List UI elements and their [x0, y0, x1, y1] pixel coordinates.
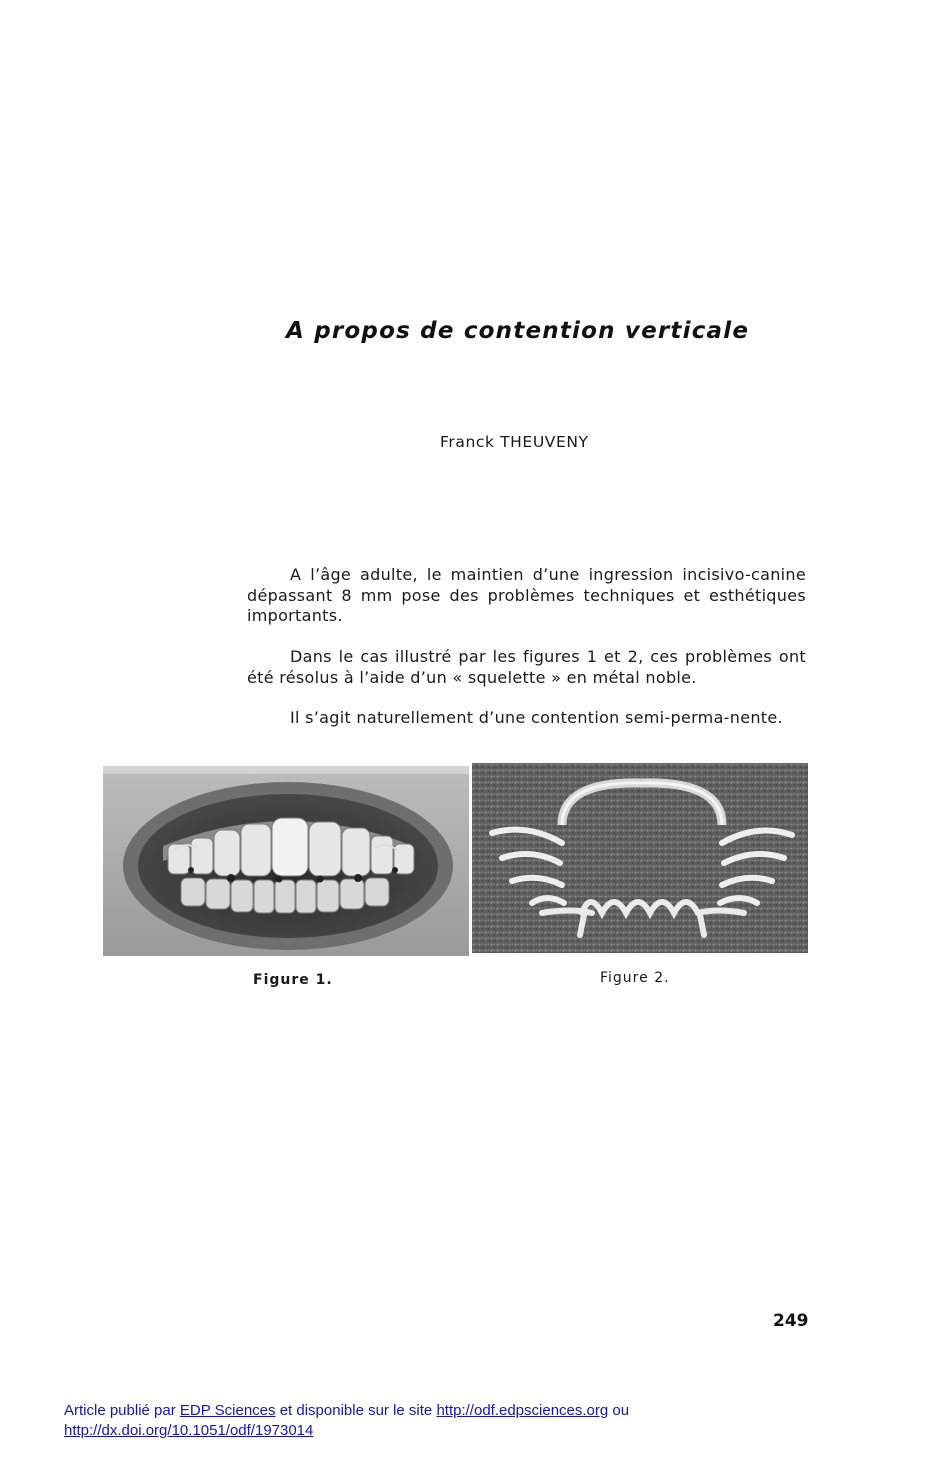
doi-link[interactable]: http://dx.doi.org/10.1051/odf/1973014: [64, 1421, 314, 1439]
figure-1-image: [103, 766, 469, 956]
footer-text-1: Article publié par: [64, 1402, 176, 1419]
paragraph-1: [247, 565, 806, 627]
article-author: Franck THEUVENY: [440, 433, 589, 451]
footer-text-2: et disponible sur le site: [279, 1402, 433, 1419]
paragraph-3: [247, 708, 806, 729]
edp-sciences-link[interactable]: EDP Sciences: [179, 1402, 276, 1419]
figure-1-caption: Figure 1.: [253, 972, 333, 988]
page-number: 249: [773, 1311, 809, 1331]
article-title: A propos de contention verticale: [286, 318, 750, 344]
paragraph-2: [247, 647, 806, 688]
paragraph-2-text: Dans le cas illustré par les figures 1 et 2, ces problèmes ont été résolus à l’aide d’un « squelette » en métal noble.: [247, 647, 806, 687]
figure-2-image: [472, 763, 808, 953]
paragraph-3-text: Il s’agit naturellement d’une contention semi-perma-nente.: [290, 708, 783, 727]
footer-text-3: ou: [612, 1402, 630, 1419]
figure-2-caption: Figure 2.: [600, 970, 670, 986]
paragraph-1-text: A l’âge adulte, le maintien d’une ingression incisivo-canine dépassant 8 mm pose des problèmes techniques et esthétiques importants.: [247, 565, 806, 625]
odf-site-link[interactable]: http://odf.edpsciences.org: [436, 1402, 609, 1419]
publisher-footer: [64, 1401, 864, 1440]
